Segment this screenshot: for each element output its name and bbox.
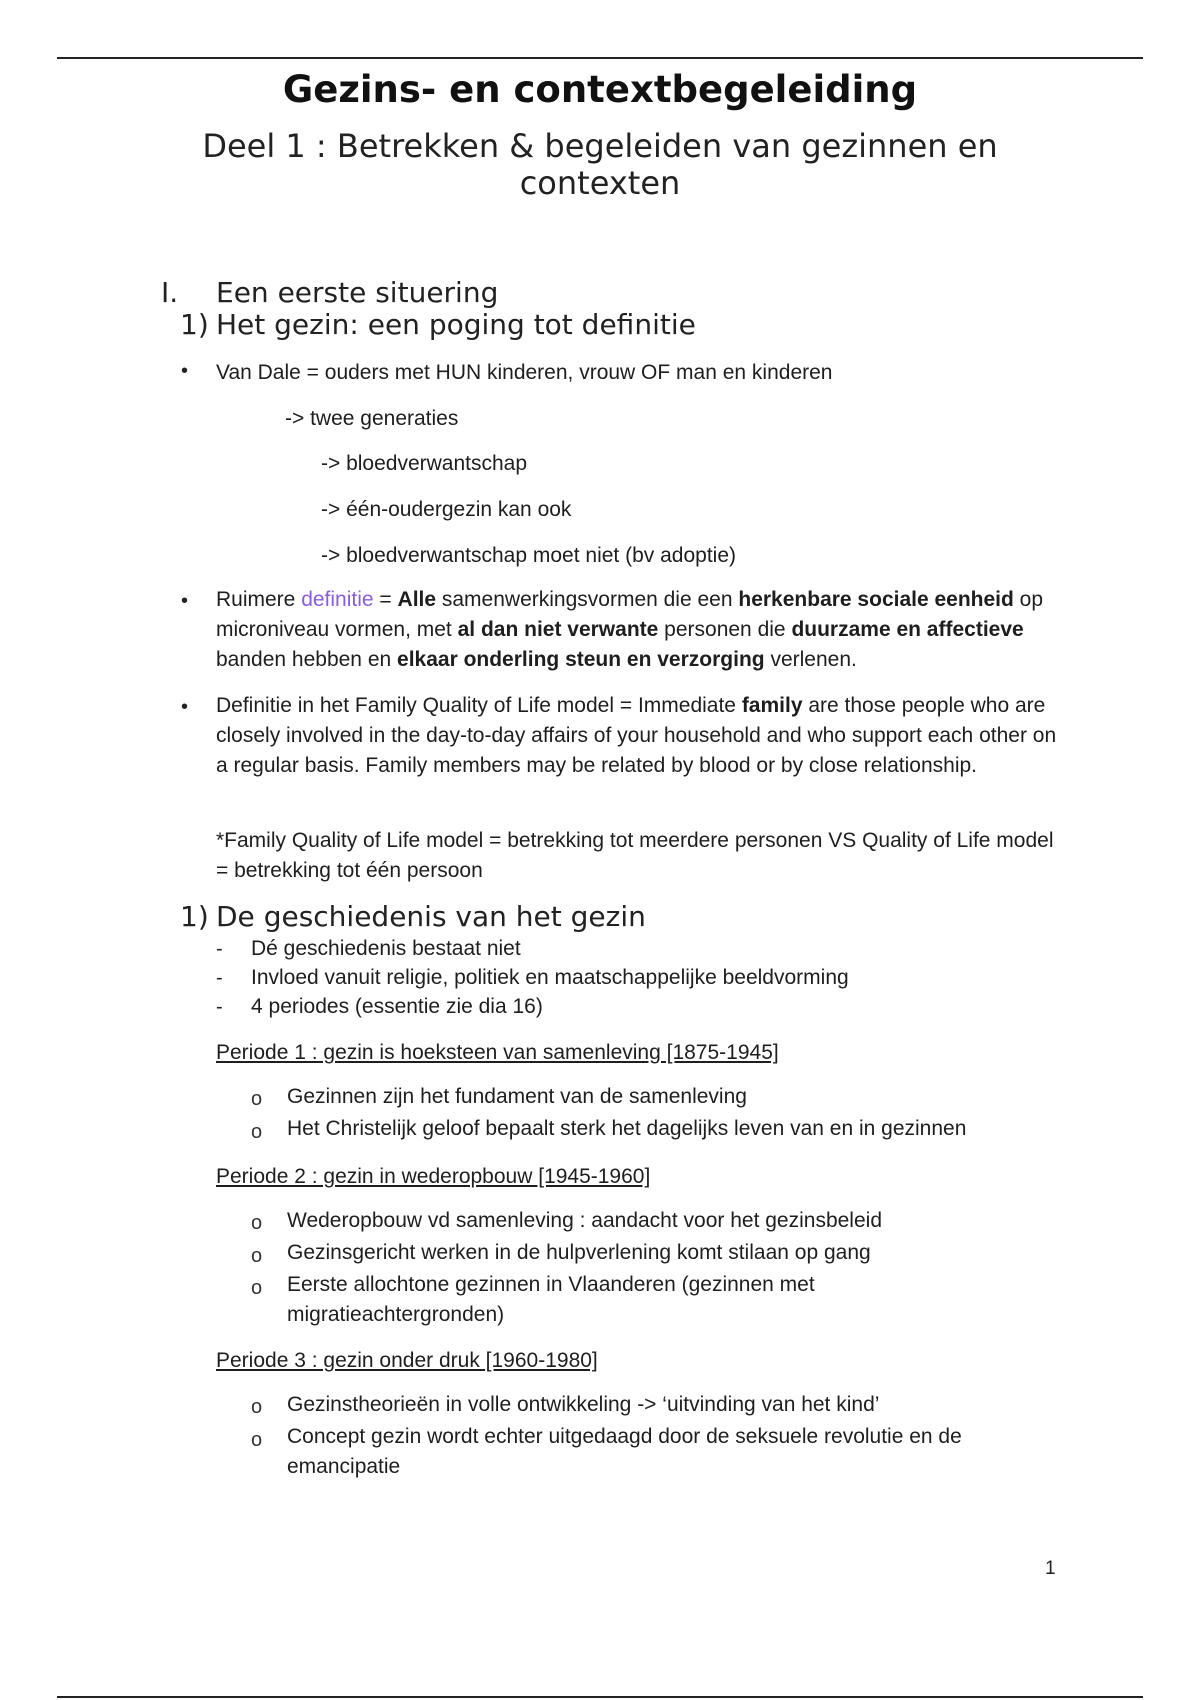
arrow-item: -> bloedverwantschap moet niet (bv adoptie) xyxy=(321,544,736,567)
arrow-item: -> één-oudergezin kan ook xyxy=(321,498,572,521)
period-item: Concept gezin wordt echter uitgedaagd door de seksuele revolutie en de emancipatie xyxy=(287,1425,962,1478)
bullet-icon: • xyxy=(181,696,189,718)
subsection-number: 1) xyxy=(180,308,209,341)
period-item: Gezinstheorieën in volle ontwikkeling -> ‘uitvinding van het kind’ xyxy=(287,1393,880,1416)
arrow-item: -> bloedverwantschap xyxy=(321,452,528,475)
bullet-icon: • xyxy=(181,360,189,382)
period-item: Gezinsgericht werken in de hulpverlening komt stilaan op gang xyxy=(287,1241,871,1264)
circle-bullet-icon: o xyxy=(251,1396,263,1418)
page-number: 1 xyxy=(1045,1558,1056,1579)
period-title: Periode 1 : gezin is hoeksteen van samenleving [1875-1945] xyxy=(216,1041,779,1064)
subsection-heading: Het gezin: een poging tot definitie xyxy=(216,308,696,341)
bullet-icon: • xyxy=(181,590,189,612)
definition-ruimere: Ruimere definitie = Alle samenwerkingsvormen die een herkenbare sociale eenheid op microniveau vormen, met al dan niet verwante personen die duurzame en affectieve banden hebben en elkaar onderling steun en verzorging verlenen. xyxy=(216,588,1044,671)
period-item: Het Christelijk geloof bepaalt sterk het dagelijks leven van en in gezinnen xyxy=(287,1117,967,1140)
history-item: Invloed vanuit religie, politiek en maatschappelijke beeldvorming xyxy=(251,966,849,989)
circle-bullet-icon: o xyxy=(251,1245,263,1267)
circle-bullet-icon: o xyxy=(251,1088,263,1110)
definition-fqol: Definitie in het Family Quality of Life model = Immediate family are those people who are closely involved in the day-to-day affairs of your household and who support each other on a regular basis. Family members may be related by blood or by close relationship. xyxy=(216,694,1057,777)
document-title: Gezins- en contextbegeleiding xyxy=(282,68,918,111)
history-item: 4 periodes (essentie zie dia 16) xyxy=(251,995,543,1018)
arrow-item: -> twee generaties xyxy=(285,407,459,430)
period-item: Wederopbouw vd samenleving : aandacht voor het gezinsbeleid xyxy=(287,1209,882,1232)
document-subtitle: Deel 1 : Betrekken & begeleiden van gezinnen en contexten xyxy=(202,127,998,202)
history-item: Dé geschiedenis bestaat niet xyxy=(251,937,521,960)
definition-van-dale: Van Dale = ouders met HUN kinderen, vrouw OF man en kinderen xyxy=(216,361,833,384)
period-title: Periode 2 : gezin in wederopbouw [1945-1960] xyxy=(216,1165,651,1188)
dash-icon: - xyxy=(216,996,223,1018)
bottom-rule xyxy=(57,1696,1143,1698)
dash-icon: - xyxy=(216,938,223,960)
period-item: Eerste allochtone gezinnen in Vlaanderen (gezinnen met migratieachtergronden) xyxy=(287,1273,815,1326)
circle-bullet-icon: o xyxy=(251,1212,263,1234)
section-heading: Een eerste situering xyxy=(216,276,499,309)
top-rule xyxy=(57,57,1143,59)
fqol-note: *Family Quality of Life model = betrekking tot meerdere personen VS Quality of Life model = betrekking tot één persoon xyxy=(216,829,1054,882)
circle-bullet-icon: o xyxy=(251,1429,263,1451)
section-numeral: I. xyxy=(161,276,179,309)
subsection-number: 1) xyxy=(180,900,209,933)
period-item: Gezinnen zijn het fundament van de samenleving xyxy=(287,1085,747,1108)
subsection-heading: De geschiedenis van het gezin xyxy=(216,900,646,933)
circle-bullet-icon: o xyxy=(251,1277,263,1299)
period-title: Periode 3 : gezin onder druk [1960-1980] xyxy=(216,1349,598,1372)
circle-bullet-icon: o xyxy=(251,1121,263,1143)
dash-icon: - xyxy=(216,967,223,989)
